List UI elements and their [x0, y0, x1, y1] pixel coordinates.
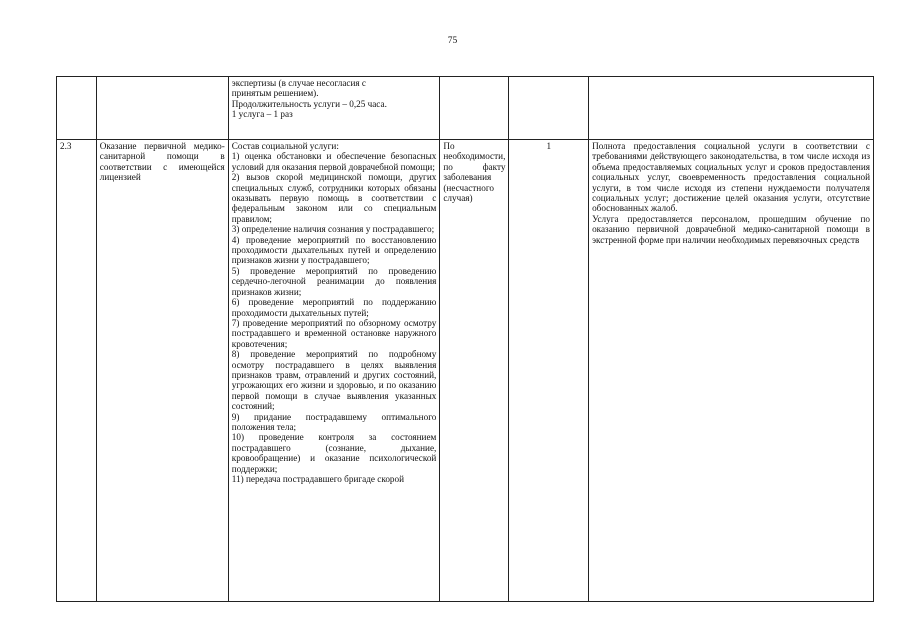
cell-service-count: 1	[509, 140, 589, 602]
composition-item: 10) проведение контроля за состоянием пострадавшего (сознание, дыхание, кровообращение) и оказание психологической поддержки;	[231, 432, 437, 474]
composition-item: 4) проведение мероприятий по восстановлению проходимости дыхательных путей и определению признаков жизни у пострадавшего;	[231, 234, 437, 266]
composition-item: 6) проведение мероприятий по поддержанию проходимости дыхательных путей;	[231, 297, 437, 318]
composition-title: Состав социальной услуги:	[231, 141, 339, 151]
cell-composition-continued	[228, 77, 440, 140]
composition-item: 5) проведение мероприятий по проведению сердечно-легочной реанимации до появления признаков жизни;	[231, 265, 437, 297]
table-row-continued	[57, 77, 874, 140]
composition-item: 2) вызов скорой медицинской помощи, других специальных служб, сотрудники которых обязаны оказывать первую помощь в соответствии с федеральным законом или со специальным правилом;	[231, 172, 437, 224]
composition-item: 9) придание пострадавшему оптимального положения тела;	[231, 411, 437, 432]
cell-quality-empty	[589, 77, 874, 140]
cell-count-empty	[509, 77, 589, 140]
composition-item: 8) проведение мероприятий по подробному осмотру пострадавшего в целях выявления признаков травм, отравлений и других состояний, угрожающих его жизни и здоровью, и по оказанию первой помощи в случае выявления указанных состояний;	[231, 349, 437, 412]
cell-periodicity-empty	[440, 77, 509, 140]
text-line: принятым решением).	[231, 88, 319, 99]
page-number: 75	[447, 36, 458, 46]
cell-periodicity: По необходимости, по факту заболевания (несчастного случая)	[440, 140, 509, 602]
cell-service-name: Оказание первичной медико-санитарной помощи в соответствии с имеющейся лицензией	[96, 140, 228, 602]
composition-item: 1) оценка обстановки и обеспечение безопасных условий для оказания первой доврачебной помощи;	[231, 151, 437, 172]
service-conditions: Услуга предоставляется персоналом, прошедшим обучение по оказанию первичной доврачебной медико-санитарной помощи в экстренной форме при наличии необходимых перевязочных средств	[592, 213, 870, 245]
text-line: экспертизы (в случае несогласия с	[231, 78, 366, 88]
quality-criteria: Полнота предоставления социальной услуги в соответствии с требованиями действующего законодательства, в том числе исходя из объема предоставляемых социальных услуг и сроков предоставления социальных услуг, своевременность предоставления социальной услуги, в том числе исходя из степени нуждаемости получателя социальных услуг; достижение целей оказания услуги, отсутствие обоснованных жалоб.	[592, 141, 870, 214]
cell-quality-conditions	[589, 140, 874, 602]
services-table	[56, 76, 874, 602]
composition-item: 3) определение наличия сознания у пострадавшего;	[231, 224, 435, 235]
cell-service-number: 2.3	[57, 140, 97, 602]
text-line: Продолжительность услуги – 0,25 часа.	[231, 98, 387, 109]
text-line: 1 услуга – 1 раз	[231, 109, 293, 120]
cell-num-empty	[57, 77, 97, 140]
table-row-2-3	[57, 140, 874, 602]
cell-name-empty	[96, 77, 228, 140]
cell-service-composition	[228, 140, 440, 602]
composition-item: 11) передача пострадавшего бригаде скорой	[231, 474, 405, 484]
composition-item: 7) проведение мероприятий по обзорному осмотру пострадавшего и временной остановке наружного кровотечения;	[231, 317, 437, 349]
